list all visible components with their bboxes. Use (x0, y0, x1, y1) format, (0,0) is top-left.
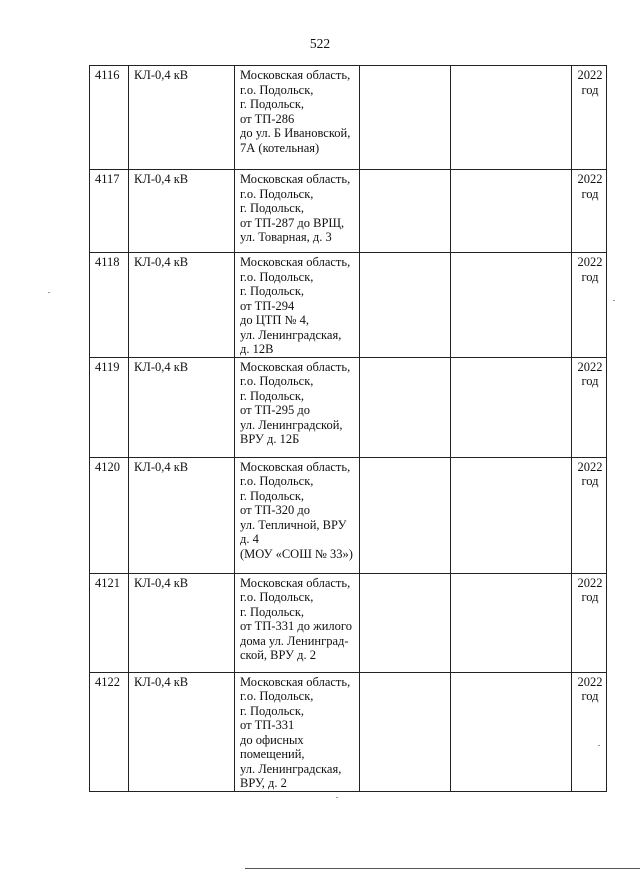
address-line: Московская область, (240, 68, 351, 82)
line-type-cell: КЛ-0,4 кВ (129, 457, 235, 573)
address-line: г. Подольск, (240, 703, 305, 718)
year-unit: год (581, 374, 599, 388)
footer-rule (245, 868, 640, 869)
row-number-cell: 4121 (90, 573, 129, 672)
empty-cell-col5 (451, 66, 572, 170)
row-number-cell: 4118 (90, 253, 129, 358)
table-row (90, 672, 607, 791)
line-type-cell: КЛ-0,4 кВ (129, 66, 235, 170)
empty-cell-col4 (360, 672, 451, 791)
year-unit: год (581, 82, 599, 97)
address-line: г. Подольск, (240, 284, 305, 298)
year-cell (572, 357, 607, 457)
address-line: г. Подольск, (240, 388, 305, 403)
line-type-cell: КЛ-0,4 кВ (129, 170, 235, 253)
address-line: от ТП-320 до (240, 503, 310, 517)
scan-artifact (598, 745, 600, 746)
address-line: ул. Товарная, д. 3 (240, 230, 332, 244)
year-unit: год (581, 474, 599, 488)
year-cell (572, 573, 607, 672)
empty-cell-col4 (360, 170, 451, 253)
address-line: г.о. Подольск, (240, 374, 314, 388)
address-line: ул. Тепличной, ВРУ (240, 517, 347, 532)
address-line: Московская область, (240, 459, 351, 474)
line-type-cell: КЛ-0,4 кВ (129, 357, 235, 457)
year-unit: год (581, 590, 599, 604)
year-cell (572, 672, 607, 791)
address-cell (235, 457, 360, 573)
empty-cell-col5 (451, 253, 572, 358)
line-type-cell: КЛ-0,4 кВ (129, 253, 235, 358)
table-row (90, 457, 607, 573)
year-value: 2022 (577, 255, 603, 269)
address-line: г.о. Подольск, (240, 269, 314, 284)
address-cell (235, 357, 360, 457)
row-number-cell: 4116 (90, 66, 129, 170)
year-value: 2022 (577, 172, 603, 186)
empty-cell-col5 (451, 357, 572, 457)
empty-cell-col4 (360, 253, 451, 358)
address-line: г.о. Подольск, (240, 590, 314, 604)
address-line: помещений, (240, 747, 305, 761)
row-number-cell: 4122 (90, 672, 129, 791)
year-value: 2022 (577, 674, 603, 689)
year-value: 2022 (577, 68, 603, 82)
year-cell (572, 170, 607, 253)
scan-artifact (336, 797, 338, 798)
address-line: г.о. Подольск, (240, 689, 314, 703)
year-value: 2022 (577, 575, 603, 590)
address-cell (235, 66, 360, 170)
year-unit: год (581, 186, 599, 201)
address-line: (МОУ «СОШ № 33») (240, 546, 353, 561)
line-type-cell: КЛ-0,4 кВ (129, 672, 235, 791)
address-cell (235, 170, 360, 253)
address-line: г. Подольск, (240, 201, 305, 215)
year-cell (572, 457, 607, 573)
table-row (90, 170, 607, 253)
empty-cell-col4 (360, 66, 451, 170)
address-line: дома ул. Ленинград- (240, 633, 349, 648)
address-line: от ТП-331 до жилого (240, 619, 352, 633)
empty-cell-col5 (451, 573, 572, 672)
empty-cell-col5 (451, 672, 572, 791)
address-line: Московская область, (240, 674, 351, 689)
address-line: ВРУ д. 12Б (240, 432, 300, 446)
address-line: ул. Ленинградской, (240, 417, 343, 432)
address-line: д. 12В (240, 342, 274, 356)
address-line: до офисных (240, 732, 304, 747)
row-number-cell: 4117 (90, 170, 129, 253)
address-cell (235, 253, 360, 358)
page-number: 522 (309, 36, 331, 51)
line-type-cell: КЛ-0,4 кВ (129, 573, 235, 672)
address-line: ул. Ленинградская, (240, 327, 342, 342)
address-line: ской, ВРУ д. 2 (240, 648, 316, 662)
empty-cell-col4 (360, 457, 451, 573)
empty-cell-col4 (360, 357, 451, 457)
address-line: г.о. Подольск, (240, 474, 314, 488)
registry-table (89, 65, 607, 792)
year-cell (572, 66, 607, 170)
table-row (90, 357, 607, 457)
scan-artifact (613, 300, 615, 301)
row-number-cell: 4120 (90, 457, 129, 573)
table-row (90, 253, 607, 358)
address-cell (235, 672, 360, 791)
address-line: ВРУ, д. 2 (240, 776, 287, 790)
address-line: от ТП-294 (240, 298, 295, 313)
address-line: Московская область, (240, 359, 351, 374)
address-line: д. 4 (240, 532, 259, 546)
address-line: г.о. Подольск, (240, 186, 314, 201)
year-value: 2022 (577, 359, 603, 374)
address-line: г. Подольск, (240, 604, 305, 619)
address-line: 7А (котельная) (240, 140, 320, 155)
empty-cell-col5 (451, 457, 572, 573)
address-cell (235, 573, 360, 672)
row-number-cell: 4119 (90, 357, 129, 457)
address-line: до ул. Б Ивановской, (240, 126, 351, 140)
year-unit: год (581, 269, 599, 284)
address-line: г. Подольск, (240, 488, 305, 503)
year-cell (572, 253, 607, 358)
scan-artifact (48, 292, 50, 293)
year-unit: год (581, 689, 599, 703)
table-row (90, 573, 607, 672)
address-line: г.о. Подольск, (240, 82, 314, 97)
address-line: Московская область, (240, 172, 351, 186)
address-line: до ЦТП № 4, (240, 313, 309, 327)
year-value: 2022 (577, 459, 603, 474)
address-line: от ТП-295 до (240, 403, 310, 417)
address-line: Московская область, (240, 255, 351, 269)
address-line: г. Подольск, (240, 97, 305, 111)
table-row (90, 66, 607, 170)
empty-cell-col5 (451, 170, 572, 253)
address-line: Московская область, (240, 575, 351, 590)
empty-cell-col4 (360, 573, 451, 672)
address-line: ул. Ленинградская, (240, 761, 342, 776)
address-line: от ТП-287 до ВРЩ, (240, 215, 345, 230)
registry-table-body (90, 66, 607, 792)
address-line: от ТП-286 (240, 111, 295, 126)
address-line: от ТП-331 (240, 718, 295, 732)
